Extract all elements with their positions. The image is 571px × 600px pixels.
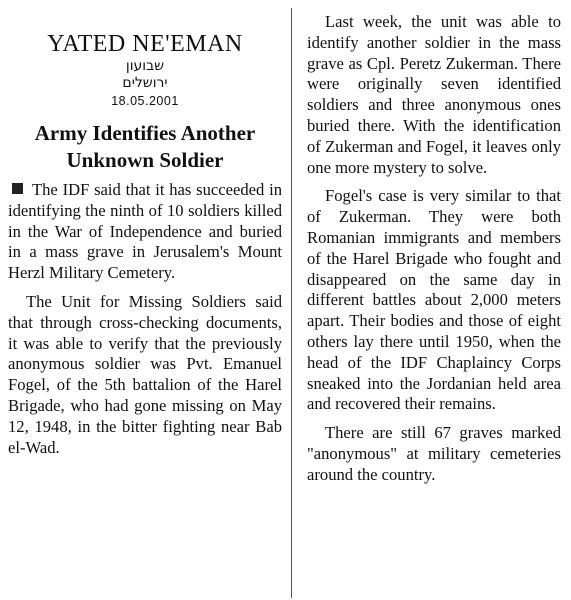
publication-city-line2: ירושלים <box>122 75 168 91</box>
paragraph-bullet-icon <box>12 183 23 194</box>
right-column <box>295 0 571 600</box>
headline-line-1: Army Identifies Another <box>34 121 256 145</box>
article-paragraph-1 <box>8 180 282 284</box>
article-paragraph-3: Last week, the unit was able to identify another soldier in the mass grave as Cpl. Peretz Zukerman. There were originally seven identified soldiers and three anonymous ones buried there. With the identification of Zukerman and Fogel, it leaves only one more mystery to solve. <box>307 12 561 177</box>
column-divider <box>291 8 292 598</box>
article-paragraph-1-text: The IDF said that it has succeeded in identifying the ninth of 10 soldiers killed in the War of Independence and buried in a mass grave in Jerusalem's Mount Herzl Military Cemetery. <box>8 180 282 283</box>
headline <box>8 120 282 174</box>
publication-date: 18.05.2001 <box>111 94 179 108</box>
article-paragraph-2: The Unit for Missing Soldiers said that through cross-checking documents, it was able to verify that the previously anonymous soldier was Pvt. Emanuel Fogel, of the 5th battalion of the Harel Brigade, who had gone missing on May 12, 1948, in the bitter fighting near Bab el-Wad. <box>8 291 282 457</box>
article-paragraph-5: There are still 67 graves marked "anonymous" at military cemeteries around the country. <box>307 423 561 484</box>
masthead: YATED NE'EMAN <box>47 31 243 57</box>
headline-line-2: Unknown Soldier <box>66 148 224 172</box>
article-paragraph-4: Fogel's case is very similar to that of Zukerman. They were both Romanian immigrants and members of the Harel Brigade who fought and disappeared on the same day in different battles about 2,000 meters apart. Their bodies and those of eight others lay there until 1950, when the head of the IDF Chaplaincy Corps sneaked into the Jordanian held area and recovered their remains. <box>307 186 561 414</box>
publication-city-line1: שבועון <box>125 58 165 74</box>
